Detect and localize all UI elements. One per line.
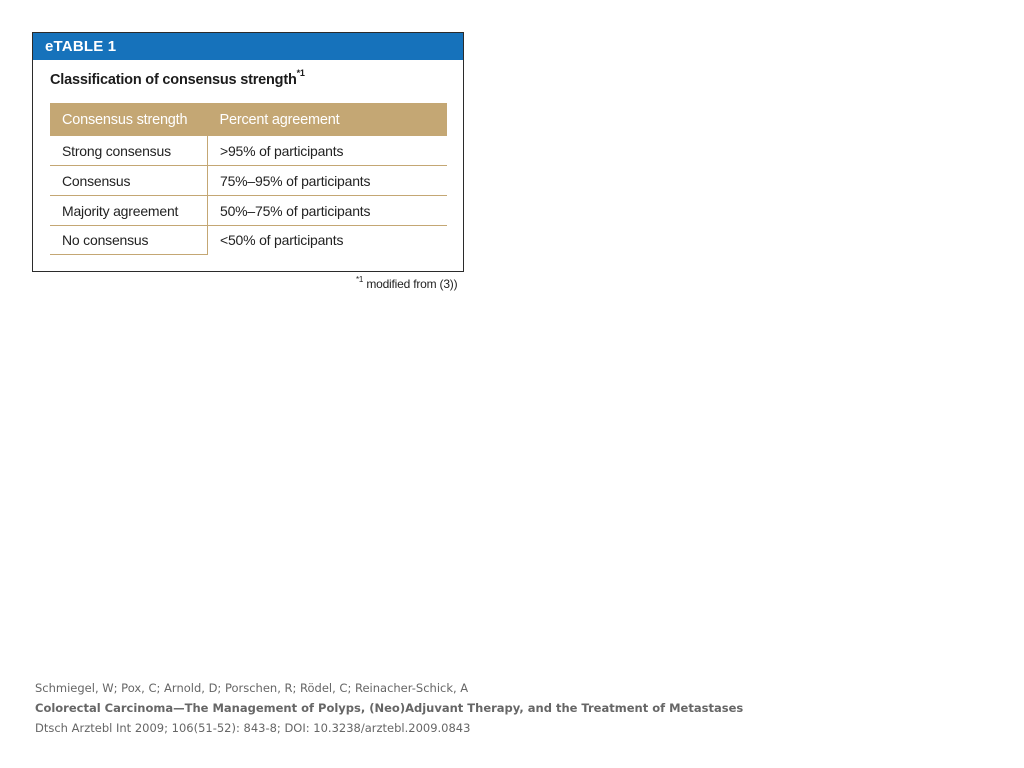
table-footnote [356, 276, 457, 291]
footnote-text: modified from (3)) [366, 277, 458, 291]
cell-percent-agreement: 50%–75% of participants [208, 196, 448, 226]
etable-title [50, 70, 463, 88]
etable-label: eTABLE 1 [33, 33, 463, 60]
etable-box [32, 32, 464, 272]
table-row [50, 166, 447, 196]
table-row [50, 226, 447, 255]
column-header-percent-agreement: Percent agreement [208, 103, 448, 136]
cell-consensus-strength: Strong consensus [50, 136, 208, 166]
cell-consensus-strength: No consensus [50, 226, 208, 255]
cell-percent-agreement: >95% of participants [220, 142, 344, 159]
table-row [50, 196, 447, 226]
citation-block [35, 678, 743, 738]
column-header-consensus-strength: Consensus strength [50, 103, 208, 136]
cell-consensus-strength: Majority agreement [50, 196, 208, 226]
consensus-table [50, 103, 447, 255]
table-header-row [50, 103, 447, 136]
etable-title-sup: *1 [296, 68, 305, 78]
cell-percent-agreement: <50% of participants [208, 226, 448, 255]
citation-authors: Schmiegel, W; Pox, C; Arnold, D; Porschen, R; Rödel, C; Reinacher-Schick, A [35, 681, 469, 695]
etable-title-text: Classification of consensus strength [50, 71, 297, 88]
footnote-sup: *1 [356, 275, 364, 284]
cell-percent-agreement: 75%–95% of participants [208, 166, 448, 196]
citation-source: Dtsch Arztebl Int 2009; 106(51-52): 843-8; DOI: 10.3238/arztebl.2009.0843 [35, 721, 471, 735]
cell-consensus-strength: Consensus [50, 166, 208, 196]
table-row [50, 136, 447, 166]
citation-title: Colorectal Carcinoma—The Management of Polyps, (Neo)Adjuvant Therapy, and the Treatment of Metastases [35, 701, 744, 715]
